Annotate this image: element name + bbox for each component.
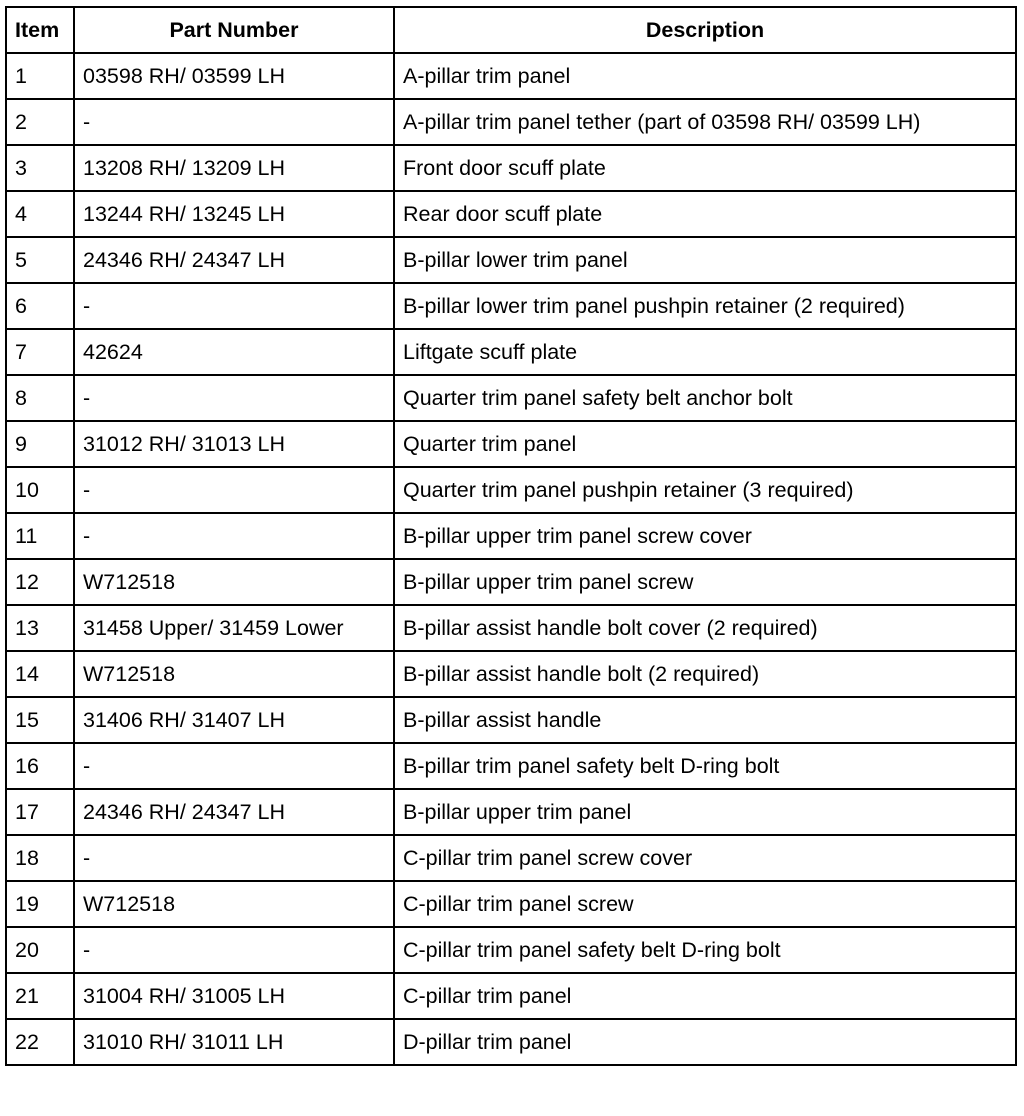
part-number-cell: - [74,99,394,145]
part-number-cell: 24346 RH/ 24347 LH [74,237,394,283]
description-cell: B-pillar assist handle bolt (2 required) [394,651,1016,697]
table-row [6,789,1016,835]
item-cell: 4 [6,191,74,237]
part-number-cell: 31458 Upper/ 31459 Lower [74,605,394,651]
table-row [6,467,1016,513]
description-cell: Quarter trim panel safety belt anchor bolt [394,375,1016,421]
item-cell: 2 [6,99,74,145]
description-cell: C-pillar trim panel safety belt D-ring bolt [394,927,1016,973]
table-row [6,835,1016,881]
part-number-cell: - [74,513,394,559]
item-cell: 13 [6,605,74,651]
description-cell: B-pillar upper trim panel screw cover [394,513,1016,559]
table-body [6,53,1016,1065]
description-cell: Quarter trim panel pushpin retainer (3 required) [394,467,1016,513]
table-row [6,1019,1016,1065]
parts-list-sheet [5,6,1017,1066]
part-number-cell: - [74,743,394,789]
table-row [6,881,1016,927]
description-cell: Rear door scuff plate [394,191,1016,237]
part-number-cell: 13208 RH/ 13209 LH [74,145,394,191]
item-cell: 3 [6,145,74,191]
header-item: Item [6,7,74,53]
parts-table [5,6,1017,1066]
item-cell: 17 [6,789,74,835]
part-number-cell: 24346 RH/ 24347 LH [74,789,394,835]
item-cell: 5 [6,237,74,283]
description-cell: B-pillar trim panel safety belt D-ring bolt [394,743,1016,789]
description-cell: C-pillar trim panel screw [394,881,1016,927]
item-cell: 7 [6,329,74,375]
description-cell: Front door scuff plate [394,145,1016,191]
part-number-cell: 31406 RH/ 31407 LH [74,697,394,743]
table-row [6,697,1016,743]
part-number-cell: 31004 RH/ 31005 LH [74,973,394,1019]
part-number-cell: 13244 RH/ 13245 LH [74,191,394,237]
item-cell: 12 [6,559,74,605]
part-number-cell: 03598 RH/ 03599 LH [74,53,394,99]
description-cell: Liftgate scuff plate [394,329,1016,375]
table-row [6,559,1016,605]
description-cell: C-pillar trim panel [394,973,1016,1019]
part-number-cell: - [74,467,394,513]
item-cell: 20 [6,927,74,973]
item-cell: 21 [6,973,74,1019]
header-description: Description [394,7,1016,53]
item-cell: 15 [6,697,74,743]
table-row [6,375,1016,421]
table-row [6,283,1016,329]
description-cell: C-pillar trim panel screw cover [394,835,1016,881]
table-row [6,145,1016,191]
item-cell: 19 [6,881,74,927]
description-cell: A-pillar trim panel [394,53,1016,99]
description-cell: B-pillar lower trim panel pushpin retainer (2 required) [394,283,1016,329]
item-cell: 8 [6,375,74,421]
table-row [6,743,1016,789]
table-row [6,329,1016,375]
part-number-cell: - [74,375,394,421]
part-number-cell: 42624 [74,329,394,375]
item-cell: 14 [6,651,74,697]
part-number-cell: W712518 [74,881,394,927]
item-cell: 1 [6,53,74,99]
item-cell: 10 [6,467,74,513]
description-cell: D-pillar trim panel [394,1019,1016,1065]
item-cell: 16 [6,743,74,789]
part-number-cell: - [74,927,394,973]
description-cell: B-pillar assist handle bolt cover (2 required) [394,605,1016,651]
item-cell: 11 [6,513,74,559]
part-number-cell: - [74,283,394,329]
table-row [6,605,1016,651]
header-row [6,7,1016,53]
part-number-cell: 31010 RH/ 31011 LH [74,1019,394,1065]
item-cell: 9 [6,421,74,467]
table-row [6,237,1016,283]
description-cell: B-pillar assist handle [394,697,1016,743]
part-number-cell: 31012 RH/ 31013 LH [74,421,394,467]
header-part-number: Part Number [74,7,394,53]
table-row [6,191,1016,237]
item-cell: 18 [6,835,74,881]
description-cell: Quarter trim panel [394,421,1016,467]
part-number-cell: - [74,835,394,881]
description-cell: A-pillar trim panel tether (part of 03598 RH/ 03599 LH) [394,99,1016,145]
description-cell: B-pillar upper trim panel [394,789,1016,835]
part-number-cell: W712518 [74,559,394,605]
part-number-cell: W712518 [74,651,394,697]
table-row [6,513,1016,559]
description-cell: B-pillar upper trim panel screw [394,559,1016,605]
table-row [6,651,1016,697]
item-cell: 6 [6,283,74,329]
table-row [6,99,1016,145]
table-row [6,421,1016,467]
table-row [6,927,1016,973]
description-cell: B-pillar lower trim panel [394,237,1016,283]
table-row [6,973,1016,1019]
table-row [6,53,1016,99]
item-cell: 22 [6,1019,74,1065]
